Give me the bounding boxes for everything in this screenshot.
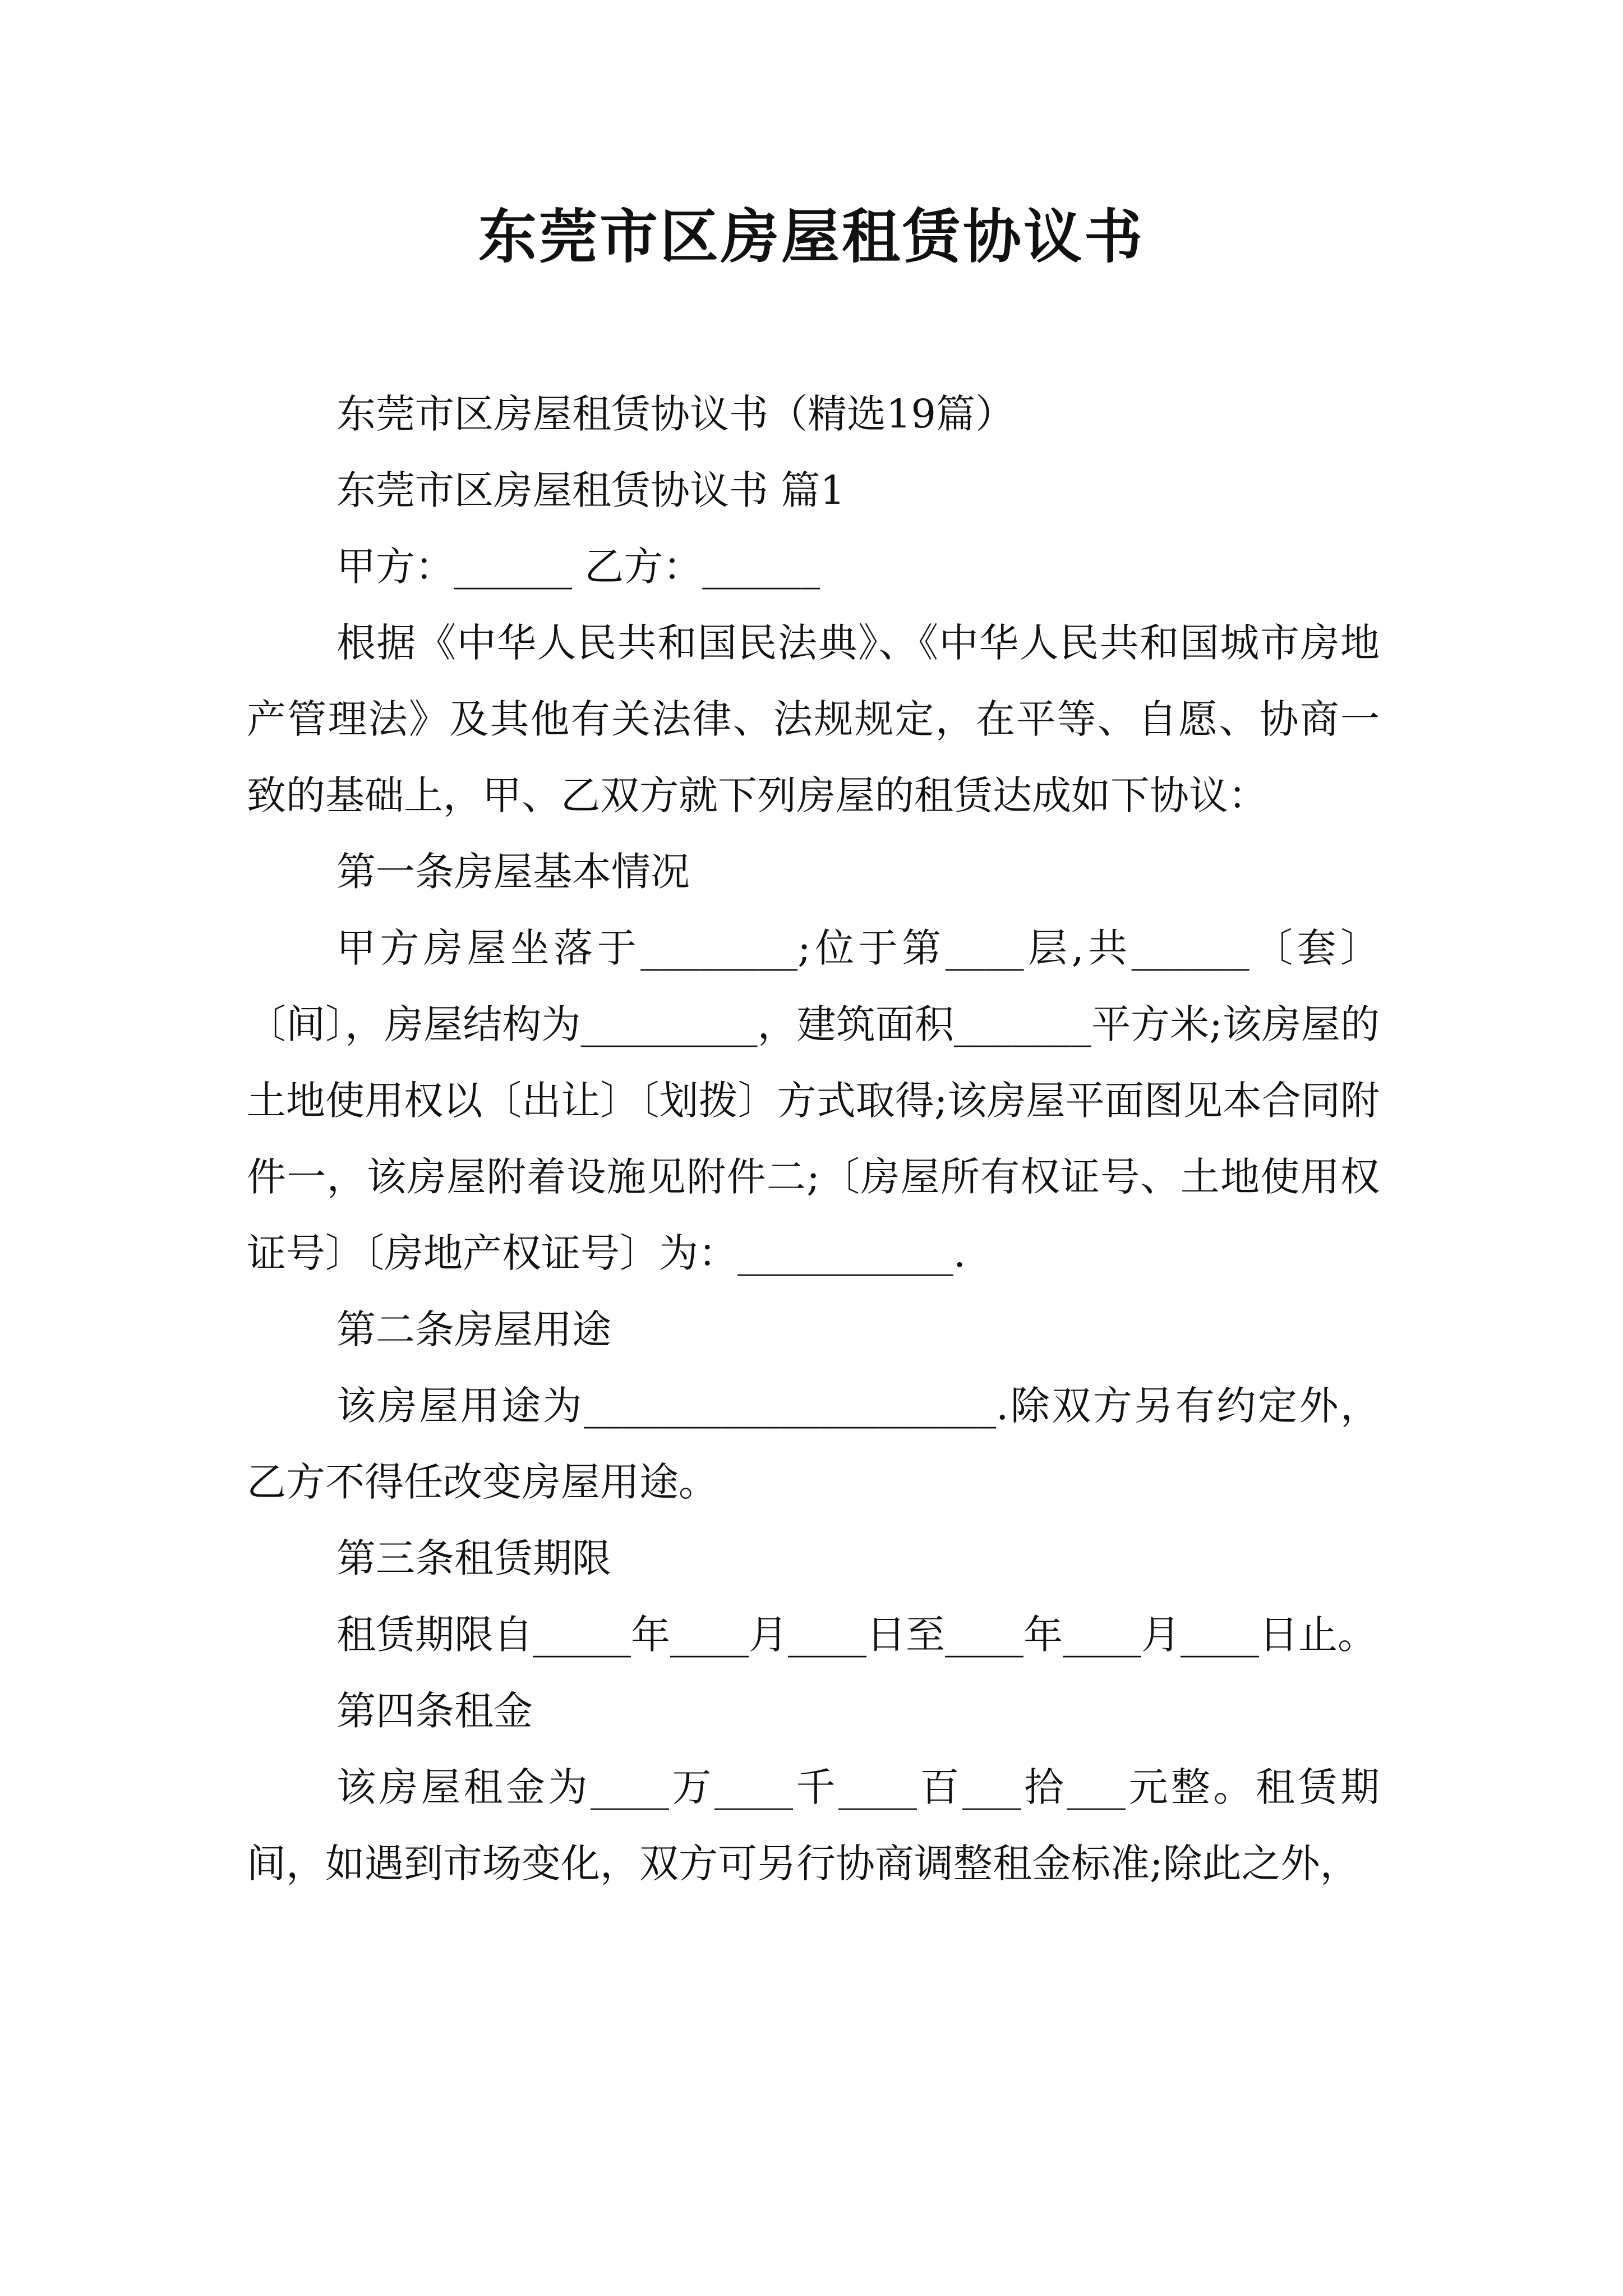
document-title: 东莞市区房屋租赁协议书 — [478, 202, 1145, 271]
article-paragraph: 该房屋租金为____万____千____百___拾___元整。租赁期间，如遇到市场变化，双方可另行协商调整租金标准;除此之外， — [247, 1764, 1380, 1887]
article-paragraph: 租赁期限自_____年____月____日至____年____月____日止。 — [336, 1612, 1377, 1658]
preamble-paragraph: 根据《中华人民共和国民法典》、《中华人民共和国城市房地产管理法》及其他有关法律、法规规定，在平等、自愿、协商一致的基础上，甲、乙双方就下列房屋的租赁达成如下协议： — [247, 620, 1380, 818]
article-paragraph: 甲方房屋坐落于________;位于第____层,共______〔套〕〔间〕，房屋结构为_________，建筑面积_______平方米;该房屋的土地使用权以〔出让〕〔划拨〕方式取得;该房屋平面图见本合同附件一，该房屋附着设施见附件二;〔房屋所有权证号、土地使用权证号〕〔房地产权证号〕为：___________. — [247, 925, 1380, 1276]
article-heading: 第三条租赁期限 — [336, 1535, 611, 1581]
document-body — [247, 376, 1380, 1902]
article-heading: 第一条房屋基本情况 — [336, 849, 690, 895]
section-heading: 东莞市区房屋租赁协议书 篇1 — [336, 467, 845, 513]
parties-paragraph: 甲方：______ 乙方：______ — [336, 544, 820, 590]
subtitle-paragraph: 东莞市区房屋租赁协议书（精选19篇） — [336, 391, 1015, 437]
article-heading: 第四条租金 — [336, 1688, 533, 1734]
article-heading: 第二条房屋用途 — [336, 1306, 611, 1352]
article-paragraph: 该房屋用途为_____________________.除双方另有约定外，乙方不得任改变房屋用途。 — [247, 1383, 1380, 1505]
